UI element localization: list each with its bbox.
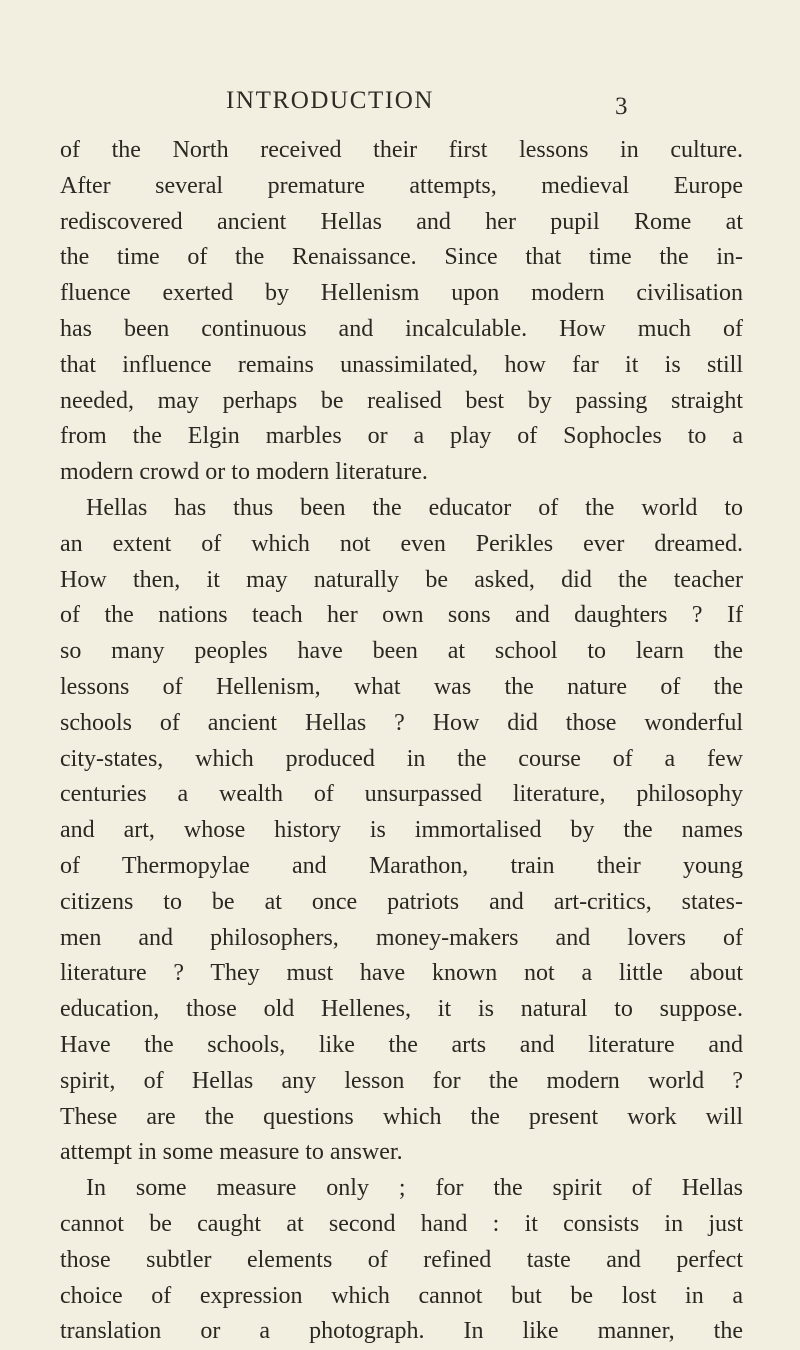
text-line: from the Elgin marbles or a play of Sophocles to a (60, 423, 743, 450)
text-line: schools of ancient Hellas ? How did those wonderful (60, 709, 743, 736)
running-head (0, 83, 800, 123)
text-line: an extent of which not even Perikles ever dreamed. (60, 530, 743, 557)
text-line: fluence exerted by Hellenism upon modern civilisation (60, 280, 743, 307)
text-line: Have the schools, like the arts and literature and (60, 1031, 743, 1058)
body-text (60, 133, 743, 1350)
text-line: lessons of Hellenism, what was the nature of the (60, 673, 743, 700)
text-line: citizens to be at once patriots and art-critics, states- (60, 888, 743, 915)
text-line: After several premature attempts, medieval Europe (60, 172, 743, 199)
text-line: attempt in some measure to answer. (60, 1139, 403, 1166)
text-line: modern crowd or to modern literature. (60, 459, 428, 486)
text-line: so many peoples have been at school to learn the (60, 638, 743, 665)
text-line: Hellas has thus been the educator of the world to (86, 494, 743, 521)
running-title: INTRODUCTION (226, 87, 435, 114)
text-line: men and philosophers, money-makers and lovers of (60, 924, 743, 951)
text-line: How then, it may naturally be asked, did the teacher (60, 566, 743, 593)
text-line: literature ? They must have known not a little about (60, 960, 743, 987)
text-line: that influence remains unassimilated, how far it is still (60, 351, 743, 378)
text-line: In some measure only ; for the spirit of Hellas (86, 1175, 743, 1202)
text-line: cannot be caught at second hand : it consists in just (60, 1210, 743, 1237)
text-line: has been continuous and incalculable. How much of (60, 315, 743, 342)
text-line: translation or a photograph. In like manner, the (60, 1318, 743, 1345)
text-line: of the North received their first lessons in culture. (60, 137, 743, 163)
text-line: These are the questions which the present work will (60, 1103, 743, 1130)
text-line: education, those old Hellenes, it is natural to suppose. (60, 996, 743, 1023)
text-line: needed, may perhaps be realised best by passing straight (60, 387, 743, 414)
text-line: rediscovered ancient Hellas and her pupil Rome at (60, 208, 743, 235)
text-line: spirit, of Hellas any lesson for the modern world ? (60, 1067, 743, 1094)
text-line: the time of the Renaissance. Since that time the in- (60, 244, 743, 271)
text-line: and art, whose history is immortalised by the names (60, 817, 743, 844)
text-line: of Thermopylae and Marathon, train their young (60, 852, 743, 879)
text-line: city-states, which produced in the course of a few (60, 745, 743, 772)
text-line: of the nations teach her own sons and daughters ? If (60, 602, 743, 629)
page-number: 3 (615, 93, 628, 120)
text-line: those subtler elements of refined taste and perfect (60, 1246, 743, 1273)
text-line: choice of expression which cannot but be lost in a (60, 1282, 743, 1309)
text-line: centuries a wealth of unsurpassed literature, philosophy (60, 781, 743, 808)
